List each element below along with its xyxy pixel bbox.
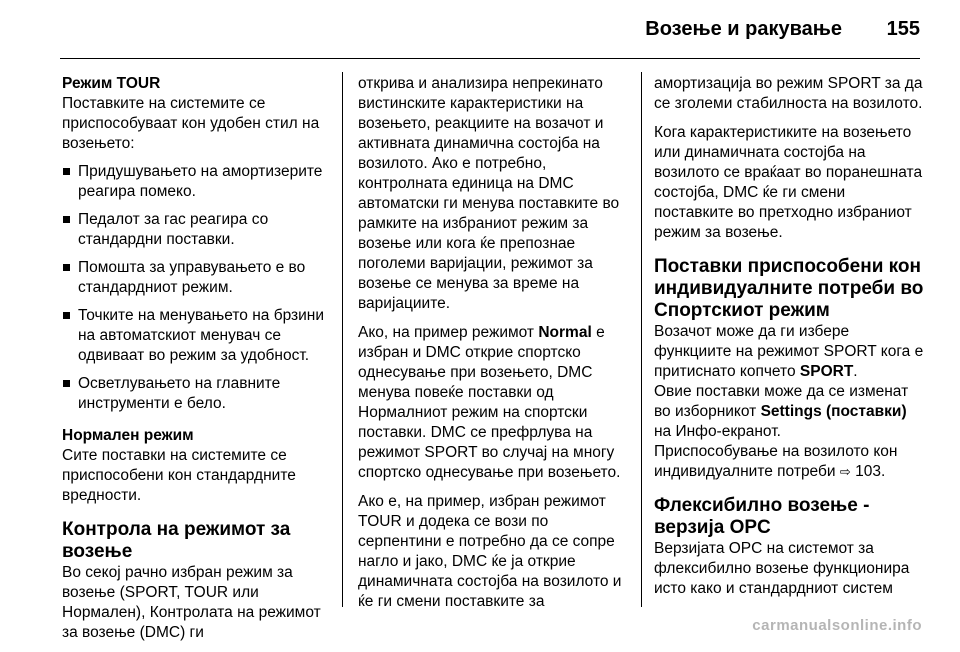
- column-1: [62, 74, 330, 652]
- text-run: Ако, на пример режимот: [358, 324, 535, 341]
- page-header: [0, 0, 960, 62]
- normal-mode-text: Сите поставки на системите се приспособени кон стандардните вредности.: [62, 447, 296, 504]
- heading-tour-mode: Режим TOUR: [62, 75, 161, 92]
- tour-bullet-list: [62, 162, 330, 414]
- text-run: Приспособување на возилото кон индивидуалните потреби: [654, 443, 898, 480]
- list-item: Педалот за гас реагира со стандардни поставки.: [62, 210, 330, 250]
- column-divider-1: [342, 72, 343, 607]
- text-run: Возачот може да ги избере функциите на режимот SPORT кога е притиснато копчето: [654, 323, 924, 380]
- heading-individual-settings: Поставки приспособени кон индивидуалните потреби во Спортскиот режим: [654, 256, 924, 321]
- bold-term-settings: Settings (поставки): [760, 403, 907, 420]
- dmc-paragraph-1: открива и анализира непрекинато вистинските карактеристики на возењето, реакциите на возачот и активната динамична состојба на возилото. Ако е потребно, контролната единица на DMC автоматски ги менува поставките во рамките на избраниот режим за возење или кога ќе препознае поголеми варијации, режимот за возење се менува за време на варијациите.: [358, 75, 620, 312]
- list-item: Точките на менувањето на брзини на автоматскиот менувач се одвиваат во режим за удобност.: [62, 306, 330, 366]
- heading-normal-mode: Нормален режим: [62, 427, 194, 444]
- column-divider-2: [641, 72, 642, 607]
- column-2: [358, 74, 630, 621]
- dmc-paragraph-2: [358, 323, 630, 483]
- page-reference-arrow-icon: ⇨: [839, 464, 851, 479]
- page-reference[interactable]: 103.: [855, 463, 886, 480]
- header-title: Возење и ракување: [645, 18, 842, 40]
- col3-paragraph-4: [654, 382, 926, 442]
- header-divider: [60, 58, 920, 59]
- watermark: carmanualsonline.info: [752, 617, 922, 634]
- tour-intro: Поставките на системите се приспособуваат кон удобен стил на возењето:: [62, 95, 320, 152]
- drive-mode-control-text: Во секој рачно избран режим за возење (SPORT, TOUR или Нормален), Контролата на режимот за возење (DMC) ги: [62, 564, 321, 641]
- col3-paragraph-3: [654, 322, 926, 382]
- column-3: [654, 74, 926, 608]
- bold-term-normal: Normal: [538, 324, 592, 341]
- bold-term-sport: SPORT: [799, 363, 854, 380]
- dmc-paragraph-3: Ако е, на пример, избран режимот TOUR и додека се вози по серпентини е потребно да се сопре нагло и јако, DMC ќе ја открие динамичната состојба на возилото и ќе ги смени поставките за: [358, 493, 622, 610]
- col3-paragraph-1: амортизација во режим SPORT за да се зголеми стабилноста на возилото.: [654, 75, 923, 112]
- page-number: 155: [886, 18, 920, 40]
- list-item: Помошта за управувањето е во стандардниот режим.: [62, 258, 330, 298]
- text-run: Овие поставки може да се изменат во изборникот: [654, 383, 909, 420]
- text-run: .: [853, 363, 858, 380]
- list-item: Осветлувањето на главните инструменти е бело.: [62, 374, 330, 414]
- heading-flexride-opc: Флексибилно возење - верзија OPC: [654, 495, 870, 538]
- text-run: е избран и DMC открие спортско однесување при возењето, DMC менува повеќе поставки од Нормалниот режим на спортски поставки. DMC се префрлува на режимот SPORT во случај на многу спортско однесување при возењето.: [358, 324, 621, 481]
- col3-paragraph-6: Верзијата OPC на системот за флексибилно возење функционира исто како и стандардниот систем: [654, 540, 910, 597]
- col3-paragraph-5: [654, 442, 926, 482]
- heading-drive-mode-control: Контрола на режимот за возење: [62, 519, 291, 562]
- list-item: Придушувањето на амортизерите реагира помеко.: [62, 162, 330, 202]
- col3-paragraph-2: Кога карактеристиките на возењето или динамичната состојба на возилото се враќаат во поранешната состојба, DMC ќе ги смени поставките во претходно избраниот режим за возење.: [654, 124, 923, 241]
- text-run: на Инфо-екранот.: [654, 423, 781, 440]
